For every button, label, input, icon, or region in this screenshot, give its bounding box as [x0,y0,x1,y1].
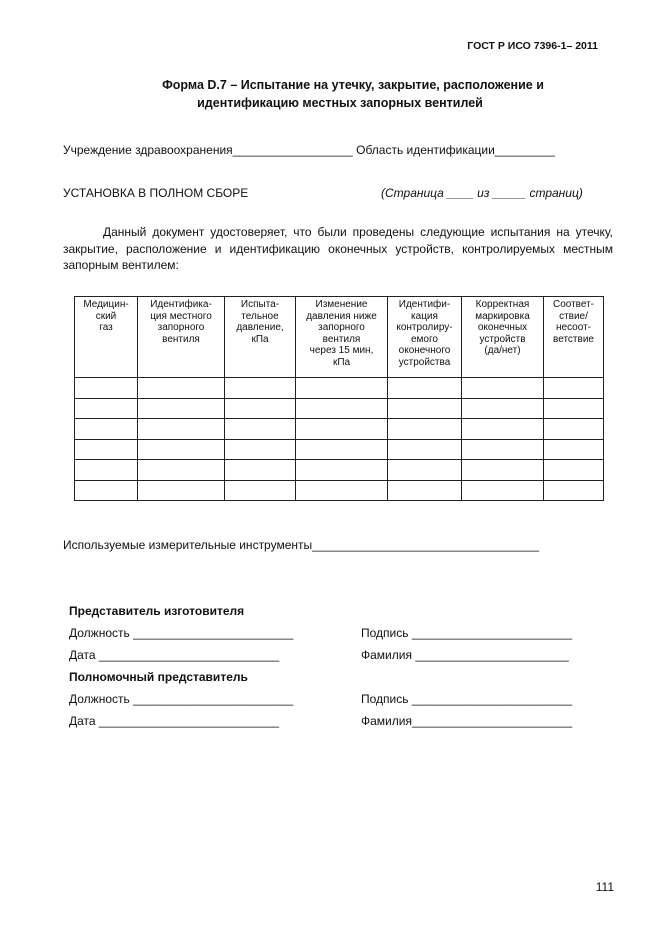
column-header-marking: Корректная маркировка оконечных устройств (да/нет) [462,297,544,378]
standard-header: ГОСТ Р ИСО 7396-1– 2011 [467,40,598,52]
table-cell [225,480,296,501]
table-cell [296,439,388,460]
table-cell [138,378,225,399]
column-header-medical-gas: Медицин- ский газ [75,297,138,378]
table-cell [225,460,296,481]
table-row [75,419,604,440]
table-cell [544,460,604,481]
table-cell [138,439,225,460]
table-cell [296,419,388,440]
institution-field-line: Учреждение здравоохранения__________________ Область идентификации_________ [63,143,555,157]
table-cell [225,378,296,399]
table-cell [388,398,462,419]
column-header-test-pressure: Испыта- тельное давление, кПа [225,297,296,378]
table-cell [225,419,296,440]
table-cell [138,480,225,501]
table-cell [462,378,544,399]
table-row [75,439,604,460]
table-cell [388,439,462,460]
table-cell [388,480,462,501]
column-header-terminal-id: Идентифи- кация контролиру- емого оконечного устройства [388,297,462,378]
table-cell [462,398,544,419]
table-cell [75,439,138,460]
table-body [75,378,604,501]
table-cell [296,460,388,481]
authorized-date-field: Дата ___________________________ [69,714,280,728]
assembly-label: УСТАНОВКА В ПОЛНОМ СБОРЕ [63,186,249,200]
table-cell [225,398,296,419]
column-header-pressure-change: Изменение давления ниже запорного вентиля через 15 мин, кПа [296,297,388,378]
column-header-valve-id: Идентифика- ция местного запорного вентиля [138,297,225,378]
table-cell [388,378,462,399]
table-cell [544,419,604,440]
authorized-position-field: Должность ________________________ [69,692,294,706]
table-cell [544,439,604,460]
table-cell [225,439,296,460]
table-cell [388,460,462,481]
table-cell [462,419,544,440]
table-cell [75,480,138,501]
table-cell [138,419,225,440]
table-row [75,460,604,481]
manufacturer-signature-field: Подпись ________________________ [361,626,572,640]
table-cell [544,378,604,399]
assembly-line [63,186,603,200]
table-cell [544,480,604,501]
page-number: 111 [595,880,614,894]
table-cell [462,480,544,501]
table-cell [138,398,225,419]
table-cell [75,460,138,481]
table-cell [296,378,388,399]
page-reference: (Страница ____ из _____ страниц) [381,186,583,200]
table-cell [296,480,388,501]
form-title-line-2: идентификацию местных запорных вентилей [197,96,483,110]
table-cell [296,398,388,419]
table-cell [138,460,225,481]
table-cell [462,439,544,460]
table-row [75,398,604,419]
table-row [75,480,604,501]
authorized-rep-heading: Полномочный представитель [69,670,248,684]
manufacturer-rep-heading: Представитель изготовителя [69,604,245,618]
table-cell [75,398,138,419]
table-header-row [75,297,604,378]
manufacturer-position-field: Должность ________________________ [69,626,294,640]
intro-paragraph: Данный документ удостоверяет, что были проведены следующие испытания на утечку, закрытие, расположение и идентификацию оконечных устройств, контролируемых местным запорным вентилем: [63,225,613,272]
table-cell [75,378,138,399]
table-cell [75,419,138,440]
table-row [75,378,604,399]
table-cell [544,398,604,419]
test-results-table [74,296,604,501]
form-title-line-1: Форма D.7 – Испытание на утечку, закрытие, расположение и [162,78,544,92]
table-cell [388,419,462,440]
instruments-field-line: Используемые измерительные инструменты__________________________________ [63,538,540,552]
authorized-surname-field: Фамилия________________________ [361,714,573,728]
authorized-signature-field: Подпись ________________________ [361,692,572,706]
manufacturer-surname-field: Фамилия _______________________ [361,648,569,662]
column-header-conformity: Соответ- ствие/ несоот- ветствие [544,297,604,378]
manufacturer-date-field: Дата ___________________________ [69,648,280,662]
table-cell [462,460,544,481]
